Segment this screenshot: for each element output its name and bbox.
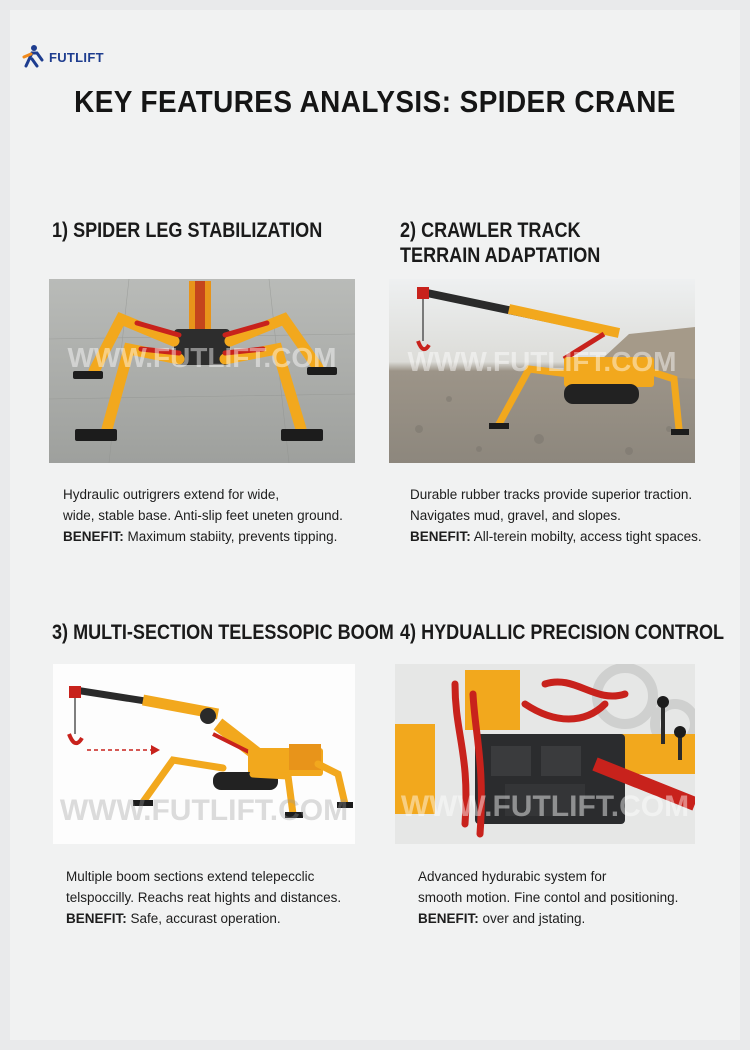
brand-name: FUTLIFT [49,49,104,65]
section-2-heading [400,218,600,268]
section-2-watermark: WWW.FUTLIFT.COM [407,346,677,377]
lift-figure-icon [22,44,48,70]
section-1-desc-line: wide, stable base. Anti-slip feet uneten ground. [63,508,343,523]
section-1-desc-line: Hydraulic outrigrers extend for wide, [63,487,280,502]
section-1-photo [49,279,355,463]
section-3-heading [52,620,394,645]
section-3-benefit [66,908,341,929]
section-3-description [66,866,341,929]
section-4-heading [400,620,724,645]
section-4-desc-line: smooth motion. Fine contol and positioning. [418,890,679,905]
section-2-heading-line: 2) CRAWLER TRACK [400,219,581,242]
section-2-heading-line: TERRAIN ADAPTATION [400,244,601,267]
section-3-photo [53,664,355,844]
section-4-photo [395,664,695,844]
benefit-label: BENEFIT: [410,529,471,544]
section-2-desc-line: Navigates mud, gravel, and slopes. [410,508,621,523]
section-2-description [410,484,702,547]
section-1-heading [52,218,322,243]
benefit-text: All-terein mobilty, access tight spaces. [470,529,702,544]
benefit-text: Safe, accurast operation. [126,911,281,926]
section-2-photo [389,279,695,463]
section-2-desc-line: Durable rubber tracks provide superior traction. [410,487,693,502]
benefit-label: BENEFIT: [63,529,124,544]
section-4-description [418,866,678,929]
section-4-heading-line: 4) HYDUALLIC PRECISION CONTROL [400,621,725,644]
brand-logo [22,44,104,70]
benefit-label: BENEFIT: [418,911,479,926]
benefit-text: Maximum stabiity, prevents tipping. [123,529,338,544]
section-4-desc-line: Advanced hydurabic system for [418,869,607,884]
section-1-watermark: WWW.FUTLIFT.COM [67,342,337,373]
section-2-benefit [410,526,702,547]
section-3-desc-line: telspoccilly. Reachs reat hights and distances. [66,890,342,905]
page-title: KEY FEATURES ANALYSIS: SPIDER CRANE [74,84,676,119]
section-3-heading-line: 3) MULTI-SECTION TELESSOPIC BOOM [52,621,394,644]
section-3-desc-line: Multiple boom sections extend telepecclic [66,869,315,884]
section-1-benefit [63,526,343,547]
benefit-text: over and jstating. [478,911,586,926]
benefit-label: BENEFIT: [66,911,127,926]
section-3-watermark: WWW.FUTLIFT.COM [59,794,349,827]
section-4-benefit [418,908,678,929]
section-4-watermark: WWW.FUTLIFT.COM [400,790,690,823]
section-1-heading-line: 1) SPIDER LEG STABILIZATION [52,219,323,242]
section-1-description [63,484,343,547]
